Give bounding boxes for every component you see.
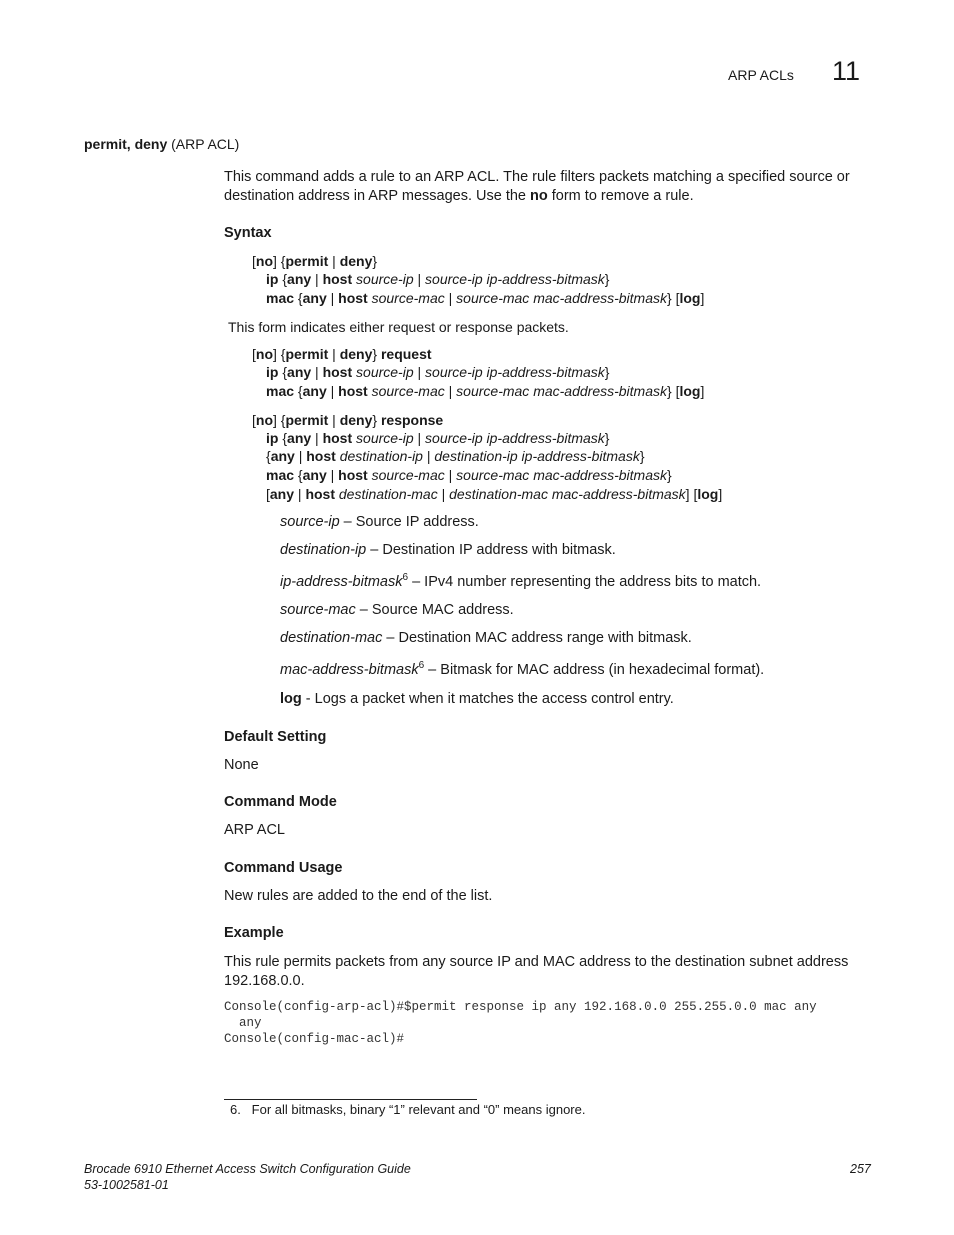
footnote-text: 6. For all bitmasks, binary “1” relevant and “0” means ignore. <box>230 1102 586 1117</box>
syntax-line: mac {any | host source-mac | source-mac mac-address-bitmask} [log] <box>266 383 705 399</box>
param-destination-ip: destination-ip – Destination IP address with bitmask. <box>280 542 616 558</box>
param-ip-address-bitmask: ip-address-bitmask$^6$ – IPv4 number representing the address bits to match. <box>280 572 762 590</box>
param-log: log - Logs a packet when it matches the access control entry. <box>280 691 674 707</box>
intro-paragraph: This command adds a rule to an ARP ACL. The rule filters packets matching a specified source or destination address in ARP messages. Use the no form to remove a rule. <box>224 169 850 204</box>
default-setting-value: None <box>224 757 259 773</box>
example-paragraph: This rule permits packets from any source IP and MAC address to the destination subnet address 192.168.0.0. <box>224 954 849 989</box>
command-usage-heading: Command Usage <box>224 860 343 876</box>
command-usage-value: New rules are added to the end of the list. <box>224 888 493 904</box>
footnote-divider <box>224 1099 477 1100</box>
command-mode-heading: Command Mode <box>224 794 337 810</box>
syntax-line: ip {any | host source-ip | source-ip ip-address-bitmask} <box>266 430 610 446</box>
chapter-number: 11 <box>832 56 861 86</box>
syntax-line: [no] {permit | deny} request <box>252 346 432 362</box>
syntax-line: mac {any | host source-mac | source-mac mac-address-bitmask} [log] <box>266 290 705 306</box>
syntax-line: ip {any | host source-ip | source-ip ip-address-bitmask} <box>266 364 610 380</box>
syntax-line: ip {any | host source-ip | source-ip ip-address-bitmask} <box>266 271 610 287</box>
syntax-line: {any | host destination-ip | destination-ip ip-address-bitmask} <box>266 448 645 464</box>
example-heading: Example <box>224 925 284 941</box>
command-title <box>84 136 239 152</box>
param-mac-address-bitmask: mac-address-bitmask$^6$ – Bitmask for MAC address (in hexadecimal format). <box>280 660 765 678</box>
footnote-ref: 6 <box>402 572 409 584</box>
syntax-line: [no] {permit | deny} response <box>252 412 444 428</box>
code-line: Console(config-mac-acl)# <box>224 1032 405 1046</box>
syntax-line: [no] {permit | deny} <box>252 253 378 269</box>
code-line: Console(config-arp-acl)#$permit response ip any 192.168.0.0 255.255.0.0 mac any <box>224 1000 817 1014</box>
footer-doc-number: 53-1002581-01 <box>84 1178 169 1192</box>
running-header-section: ARP ACLs <box>728 67 794 83</box>
param-source-ip: source-ip – Source IP address. <box>280 514 479 530</box>
param-source-mac: source-mac – Source MAC address. <box>280 602 514 618</box>
page-number: 257 <box>850 1162 871 1176</box>
syntax-form-note: This form indicates either request or response packets. <box>228 319 569 335</box>
command-scope: (ARP ACL) <box>167 136 240 152</box>
command-mode-value: ARP ACL <box>224 822 285 838</box>
default-setting-heading: Default Setting <box>224 729 327 745</box>
command-name: permit, deny <box>84 136 168 152</box>
syntax-line: [any | host destination-mac | destination-mac mac-address-bitmask] [log] <box>266 486 723 502</box>
footer-guide-title: Brocade 6910 Ethernet Access Switch Configuration Guide <box>84 1162 411 1176</box>
footnote-ref: 6 <box>418 660 425 672</box>
code-line: any <box>224 1016 262 1030</box>
no-keyword: no <box>530 188 548 204</box>
syntax-heading: Syntax <box>224 225 272 241</box>
syntax-line: mac {any | host source-mac | source-mac mac-address-bitmask} <box>266 467 672 483</box>
param-destination-mac: destination-mac – Destination MAC address range with bitmask. <box>280 630 692 646</box>
